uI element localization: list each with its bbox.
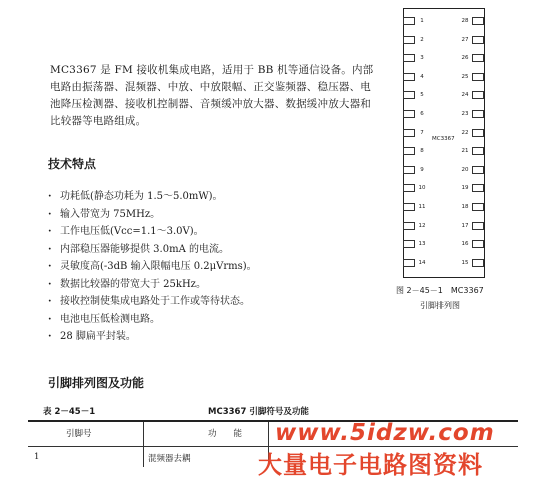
- pin-number: 26: [461, 55, 469, 62]
- chip-label: MC3367: [432, 136, 455, 142]
- pin-number: 15: [461, 259, 469, 266]
- pin-number: 22: [461, 129, 469, 136]
- pin-left: [403, 54, 415, 62]
- pin-number: 14: [418, 259, 426, 266]
- pin-number: 18: [461, 204, 469, 210]
- list-item: · 电池电压低检测电路。: [48, 313, 160, 325]
- pin-right: [472, 54, 484, 62]
- list-item: · 灵敏度高(-3dB 输入限幅电压 0.2μVrms)。: [48, 261, 257, 272]
- pin-number: 1: [420, 18, 424, 24]
- pin-right: [472, 147, 484, 155]
- pin-right: [472, 166, 484, 174]
- list-item: · 接收控制使集成电路处于工作或等待状态。: [48, 296, 250, 307]
- header-function: 功 能: [208, 429, 243, 439]
- pin-right: [472, 203, 484, 211]
- pin-left: [403, 91, 415, 99]
- pin-number: 2: [420, 36, 424, 43]
- pin-left: [403, 166, 415, 174]
- pin-left: [403, 17, 415, 25]
- pinout-heading: 引脚排列图及功能: [48, 376, 145, 390]
- pin-right: [472, 73, 484, 81]
- pin-right: [472, 129, 484, 137]
- pin-number: 13: [418, 241, 426, 248]
- pin-number: 23: [461, 111, 469, 117]
- pin-left: [403, 129, 415, 137]
- cell-pin: 1: [34, 452, 40, 462]
- list-item: · 内部稳压器能够提供 3.0mA 的电流。: [48, 243, 229, 255]
- pin-right: [472, 110, 484, 118]
- pin-left: [403, 203, 415, 211]
- pin-number: 10: [418, 185, 426, 192]
- features-list: [48, 188, 257, 346]
- pin-number: 12: [418, 222, 426, 229]
- list-item: · 输入带宽为 75MHz。: [48, 208, 161, 220]
- pin-number: 6: [420, 111, 424, 117]
- pin-number: 5: [420, 92, 424, 99]
- pin-right: [472, 17, 484, 25]
- pin-number: 17: [461, 222, 469, 229]
- list-item: · 28 脚扁平封装。: [48, 331, 136, 342]
- pin-left: [403, 222, 415, 230]
- list-item: · 工作电压低(Vcc=1.1～3.0V)。: [48, 226, 204, 237]
- pin-number: 16: [461, 241, 469, 248]
- pin-right: [472, 222, 484, 230]
- features-heading: 技术特点: [48, 157, 97, 171]
- pin-number: 27: [461, 36, 469, 43]
- pin-right: [472, 240, 484, 248]
- pin-right: [472, 91, 484, 99]
- pin-right: [472, 36, 484, 44]
- pin-left: [403, 184, 415, 192]
- watermark-text: 大量电子电路图资料: [258, 451, 483, 479]
- pin-number: 7: [420, 129, 424, 136]
- pin-number: 3: [420, 55, 424, 62]
- table-caption-title: MC3367 引脚符号及功能: [208, 407, 309, 417]
- figure-caption: 图 2－45－1 MC3367: [396, 286, 484, 295]
- header-pin: 引脚号: [66, 429, 92, 439]
- pin-number: 28: [461, 18, 469, 24]
- pin-right: [472, 259, 484, 267]
- pin-number: 25: [461, 73, 469, 80]
- ic-pinout-diagram: [403, 8, 485, 278]
- pin-number: 4: [420, 73, 424, 80]
- pin-right: [472, 184, 484, 192]
- figure-subcaption: 引脚排列图: [420, 301, 460, 310]
- pin-number: 11: [418, 204, 426, 210]
- watermark-url: www.5idzw.com: [275, 420, 495, 446]
- pin-number: 9: [420, 166, 424, 173]
- pin-number: 8: [420, 148, 424, 155]
- pin-left: [403, 73, 415, 81]
- pin-left: [403, 147, 415, 155]
- pin-left: [403, 259, 415, 267]
- pin-left: [403, 36, 415, 44]
- pin-number: 20: [461, 166, 469, 173]
- pin-left: [403, 110, 415, 118]
- pin-number: 19: [461, 185, 469, 192]
- pin-left: [403, 240, 415, 248]
- pin-number: 24: [461, 92, 469, 99]
- table-caption-number: 表 2－45－1: [43, 407, 96, 417]
- list-item: · 数据比较器的带宽大于 25kHz。: [48, 278, 206, 290]
- intro-paragraph: MC3367 是 FM 接收机集成电路，适用于 BB 机等通信设备。内部电路由振荡器、混频器、中放、中放限幅、正交鉴频器、稳压器、电池降压检测器、接收机控制器、音频缓冲放大器、数据缓冲放大器和比较器等电路组成。: [50, 64, 374, 127]
- list-item: · 功耗低(静态功耗为 1.5～5.0mW)。: [48, 191, 223, 202]
- cell-function: 混频器去耦: [148, 454, 191, 464]
- pin-number: 21: [461, 148, 469, 155]
